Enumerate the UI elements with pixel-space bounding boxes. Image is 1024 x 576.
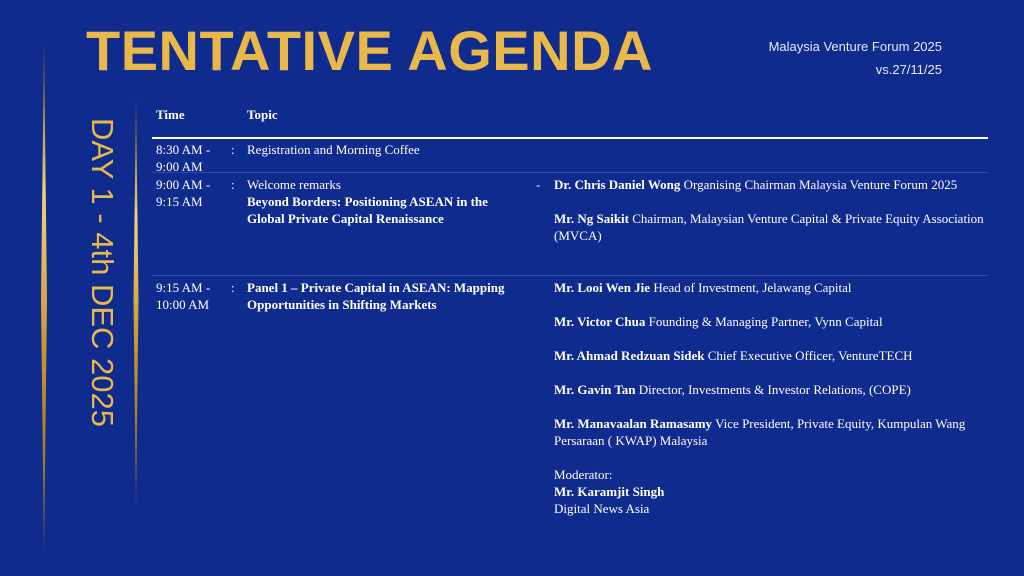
- row-topic: [247, 176, 522, 227]
- speaker-name: Mr. Manavaalan Ramasamy: [554, 416, 713, 431]
- speaker-list: [554, 176, 984, 244]
- speaker-name: Dr. Chris Daniel Wong: [554, 177, 681, 192]
- row-dash: -: [536, 177, 541, 192]
- row-colon: :: [231, 280, 235, 295]
- row-topic: [247, 279, 522, 313]
- speaker-role: Organising Chairman Malaysia Venture Forum 2025: [683, 177, 958, 192]
- speaker: [554, 210, 984, 244]
- speaker-role: Head of Investment, Jelawang Capital: [653, 280, 852, 295]
- table-header: [152, 100, 988, 138]
- speaker: [554, 381, 984, 398]
- row-time: 9:00 AM - 9:15 AM: [156, 177, 211, 209]
- column-header-topic: Topic: [247, 107, 278, 122]
- row-colon: :: [231, 177, 235, 192]
- topic-intro: Welcome remarks: [247, 177, 341, 192]
- topic-title: Panel 1 – Private Capital in ASEAN: Mapping Opportunities in Shifting Markets: [247, 280, 505, 312]
- speaker-role: Vice President, Private Equity, Kumpulan Wang Persaraan ( KWAP) Malaysia: [554, 416, 966, 448]
- day-label-container: [16, 118, 166, 438]
- agenda-table: [152, 100, 988, 526]
- speaker-role: Founding & Managing Partner, Vynn Capital: [648, 314, 883, 329]
- page-title: TENTATIVE AGENDA: [86, 19, 653, 82]
- speaker-name: Mr. Victor Chua: [554, 314, 646, 329]
- speaker-name: Mr. Gavin Tan: [554, 382, 636, 397]
- speaker-name: Mr. Looi Wen Jie: [554, 280, 651, 295]
- speaker: [554, 176, 984, 193]
- speaker: [554, 415, 984, 449]
- speaker-list: [554, 279, 984, 517]
- speaker-role: Chairman, Malaysian Venture Capital & Private Equity Association (MVCA): [554, 211, 984, 243]
- speaker: [554, 347, 984, 364]
- speaker-role: Chief Executive Officer, VentureTECH: [707, 348, 913, 363]
- row-time: 9:15 AM - 10:00 AM: [156, 280, 211, 312]
- speaker-role: Director, Investments & Investor Relations, (COPE): [638, 382, 911, 397]
- version-label: vs.27/11/25: [875, 62, 942, 77]
- topic-title: Beyond Borders: Positioning ASEAN in the Global Private Capital Renaissance: [247, 194, 488, 226]
- agenda-row-welcome: [152, 173, 988, 276]
- speaker: [554, 279, 984, 296]
- event-name: Malaysia Venture Forum 2025: [768, 39, 942, 54]
- column-header-time: Time: [156, 107, 185, 122]
- moderator-name: Mr. Karamjit Singh: [554, 484, 665, 499]
- speaker: [554, 313, 984, 330]
- row-time: 8:30 AM - 9:00 AM: [156, 142, 211, 174]
- moderator-label: Moderator:: [554, 467, 613, 482]
- row-colon: :: [231, 142, 235, 157]
- agenda-row-panel-1: [152, 276, 988, 526]
- agenda-row-registration: [152, 138, 988, 173]
- row-topic: Registration and Morning Coffee: [247, 142, 420, 157]
- day-label: DAY 1 - 4th DEC 2025: [85, 118, 120, 428]
- speaker-name: Mr. Ahmad Redzuan Sidek: [554, 348, 705, 363]
- moderator-block: [554, 466, 984, 517]
- moderator-org: Digital News Asia: [554, 501, 650, 516]
- speaker-name: Mr. Ng Saikit: [554, 211, 629, 226]
